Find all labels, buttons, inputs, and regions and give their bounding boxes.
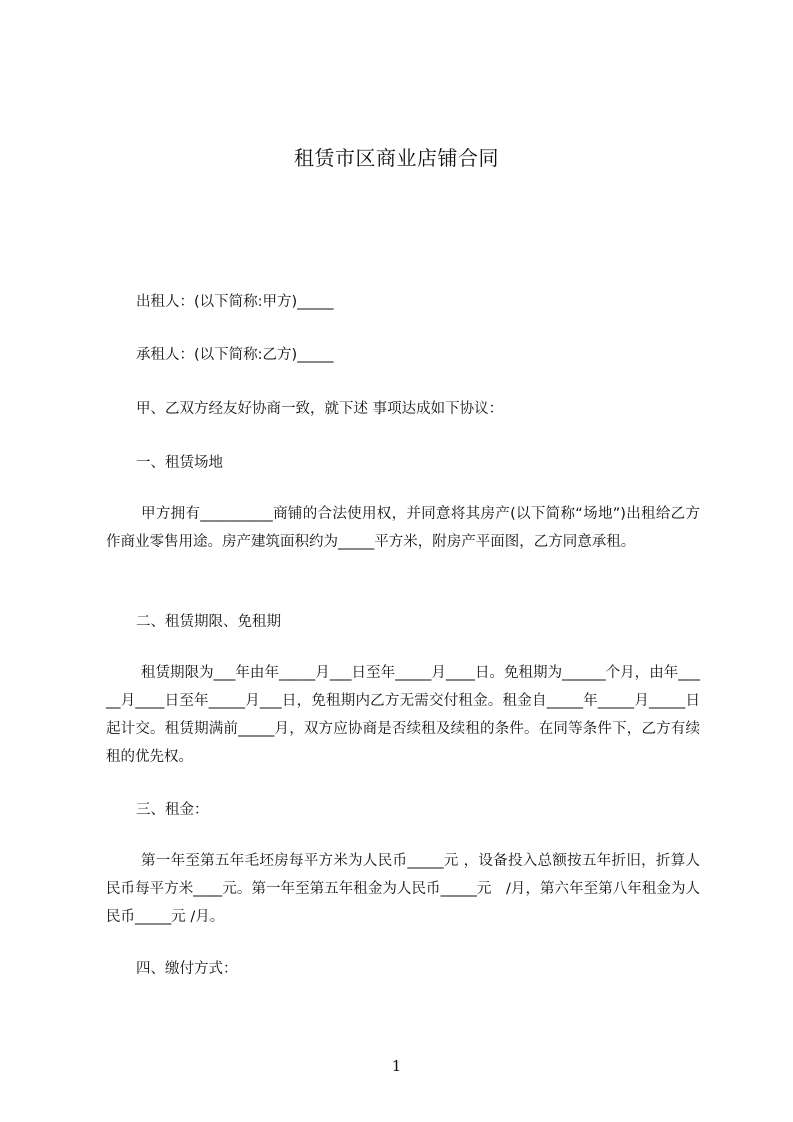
section-body-term: 租赁期限为___年由年_____月___日至年_____月____日。免租期为______个月，由年_____月____日至年_____月___日，免租期内乙方无需交付租金。租金自_____年_____月_____日 起计交。租赁期满前_____月，双方应协商是否续租及续租的条件。在同等条件下，乙方有续租的优先权。 <box>106 665 715 765</box>
lessor-line: 出租人：(以下简称:甲方)_____ <box>136 294 334 310</box>
lessee-line: 承租人：(以下简称:乙方)_____ <box>136 347 334 363</box>
section-heading-rent: 三、租金： <box>136 802 209 818</box>
agreement-intro: 甲、乙双方经友好协商一致，就下述 事项达成如下协议： <box>136 401 504 417</box>
document-title: 租赁市区商业店铺合同 <box>294 146 499 170</box>
section-heading-premises: 一、租赁场地 <box>136 455 223 471</box>
section-heading-payment: 四、缴付方式： <box>136 961 238 977</box>
section-heading-term: 二、租赁期限、免租期 <box>136 614 281 630</box>
section-body-premises: 甲方拥有__________商铺的合法使用权，并同意将其房产(以下简称“场地”)出租给乙方作商业零售用途。房产建筑面积约为_____平方米，附房产平面图，乙方同意承租。 <box>106 506 700 550</box>
page-number: 1 <box>391 1057 402 1075</box>
section-body-rent: 第一年至第五年毛坯房每平方米为人民币_____元 ，设备投入总额按五年折旧，折算人民币每平方米____元。第一年至第五年租金为人民币_____元 /月，第六年至第八年租金为人民币_____元 /月。 <box>106 853 700 925</box>
